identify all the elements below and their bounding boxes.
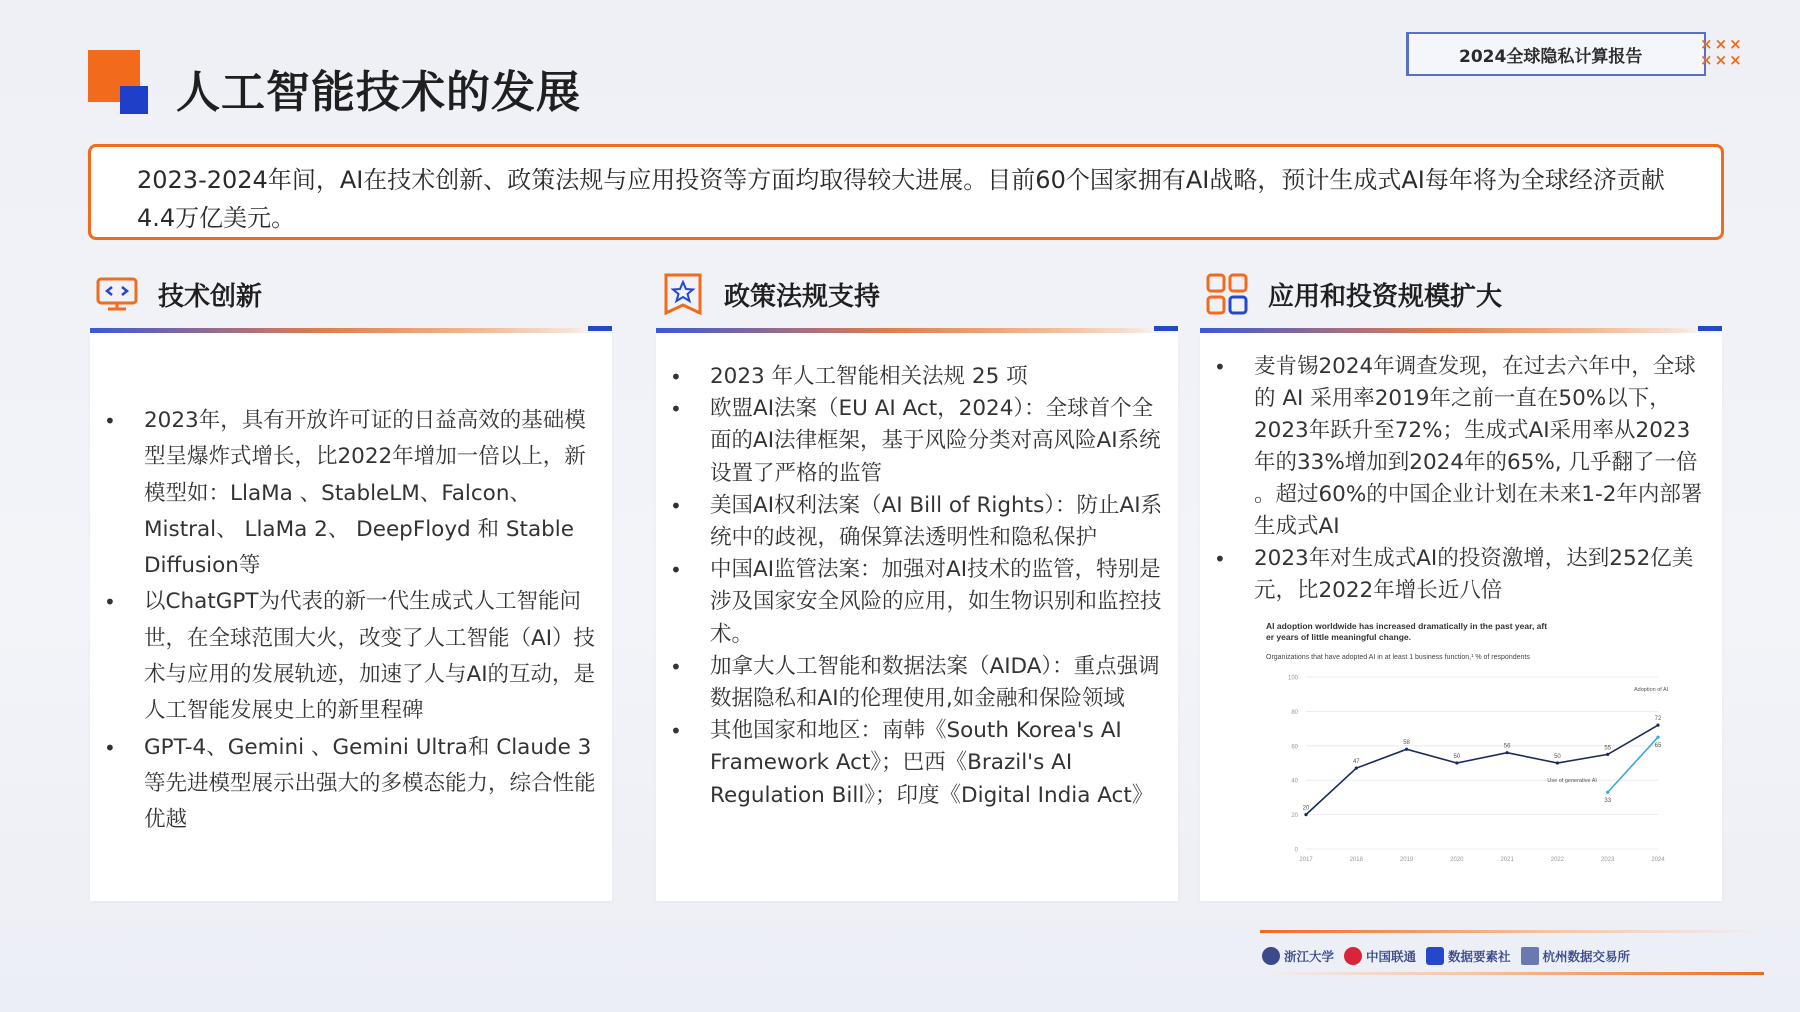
list-item: • 麦肯锡2024年调查发现，在过去六年中，全球的 AI 采用率2019年之前一直在50%以下，2023年跃升至72%；生成式AI采用率从2023年的33%增加到2024年的65%, 几乎翻了一倍 。超过60%的中国企业计划在未来1-2年内部署生成式AI [1200,351,1704,543]
data-point [1656,724,1659,727]
column-card [656,333,1178,901]
decorative-x-marks: ××× ××× [1700,35,1744,69]
footer-logos [1262,942,1764,970]
footer-logo: 中国联通 [1344,947,1416,965]
chart-title: AI adoption worldwide has increased dramatically in the past year, aft [1266,621,1548,631]
list-item: • 美国AI权利法案（AI Bill of Rights）：防止AI系统中的歧视，确保算法透明性和隐私保护 [656,490,1170,554]
x-tick-label: 2018 [1349,857,1363,863]
chart-title-cont: er years of little meaningful change. [1266,632,1412,642]
data-label: 50 [1554,754,1561,760]
bullet-list [1200,333,1722,607]
star-badge-icon [660,271,706,317]
column-card [1200,333,1722,901]
data-label: 47 [1352,759,1360,766]
footer-logo: 数据要素社 [1426,947,1511,965]
data-label: 58 [1403,740,1410,747]
y-tick-label: 40 [1291,778,1298,785]
unicom-knot-icon [1344,947,1362,965]
column-header [90,262,612,326]
footer-divider-top [1260,930,1764,933]
y-tick-label: 60 [1291,744,1298,751]
y-tick-label: 20 [1291,813,1298,820]
page-title: 人工智能技术的发展 [176,67,581,118]
data-label: 55 [1604,745,1612,752]
data-label: 20 [1302,805,1310,812]
data-label: 56 [1503,743,1511,750]
y-tick-label: 100 [1287,675,1298,682]
data-label: 72 [1654,716,1662,723]
data-point [1355,767,1358,770]
data-label: 50 [1453,754,1461,760]
data-label: 33 [1604,798,1612,805]
list-item: • 其他国家和地区：南韩《South Korea's AI Framework Act》；巴西《Brazil's AI Regulation Bill》；印度《Digital India Act》 [656,715,1170,812]
list-item: • 2023年对生成式AI的投资激增，达到252亿美元，比2022年增长近八倍 [1200,543,1704,607]
data-point [1506,751,1509,754]
y-tick-label: 0 [1294,847,1298,854]
x-tick-label: 2019 [1399,857,1414,863]
column-application-investment [1200,262,1722,901]
summary-box: 2023-2024年间，AI在技术创新、政策法规与应用投资等方面均取得较大进展。目前60个国家拥有AI战略，预计生成式AI每年将为全球经济贡献4.4万亿美元。 [88,144,1724,240]
list-item: • 2023 年人工智能相关法规 25 项 [656,361,1170,393]
data-point [1656,736,1659,739]
report-tag: 2024全球隐私计算报告 [1406,32,1706,76]
hz-exchange-icon [1521,947,1539,965]
column-title: 应用和投资规模扩大 [1268,281,1503,312]
chart-subtitle: Organizations that have adopted AI in at least 1 business function,¹ % of respondents [1266,654,1530,661]
bullet-list [656,333,1178,812]
list-item: • 以ChatGPT为代表的新一代生成式人工智能问世，在全球范围大火，改变了人工智能（AI）技术与应用的发展轨迹，加速了人与AI的互动，是人工智能发展史上的新里程碑 [90,584,600,729]
brand-square-blue [120,86,148,114]
column-header [656,262,1178,326]
zju-emblem-icon [1262,947,1280,965]
list-item: • GPT-4、Gemini 、Gemini Ultra和 Claude 3等先进模型展示出强大的多模态能力，综合性能优越 [90,730,600,839]
list-item: • 欧盟AI法案（EU AI Act，2024）：全球首个全面的AI法律框架，基于风险分类对高风险AI系统设置了严格的监管 [656,393,1170,490]
data-point [1455,761,1458,764]
column-tech-innovation [90,262,612,901]
column-divider [90,328,612,333]
bullet-list [90,333,612,839]
column-title: 政策法规支持 [724,281,881,312]
column-divider [1200,328,1722,333]
list-item: • 加拿大人工智能和数据法案（AIDA）：重点强调数据隐私和AI的伦理使用,如金融和保险领域 [656,651,1170,715]
series-label: Use of generative AI [1547,777,1597,784]
adoption-chart [1266,617,1686,877]
code-monitor-icon [94,271,140,317]
x-tick-label: 2022 [1550,857,1565,863]
data-label: 65 [1654,743,1662,750]
column-title: 技术创新 [158,281,263,312]
x-tick-label: 2020 [1450,857,1464,863]
footer-divider-bottom [1260,972,1764,975]
column-header [1200,262,1722,326]
data-point [1304,813,1307,816]
x-tick-label: 2017 [1299,857,1313,863]
footer-logo: 浙江大学 [1262,947,1334,965]
data-point [1606,791,1609,794]
x-tick-label: 2021 [1500,857,1514,863]
series-label: Adoption of AI [1634,686,1669,693]
data-point [1556,761,1559,764]
y-tick-label: 80 [1291,709,1298,716]
brand-logo-block [88,50,146,114]
column-card [90,333,612,901]
data-element-icon [1426,947,1444,965]
footer-logo: 杭州数据交易所 [1521,947,1631,965]
grid-squares-icon [1204,271,1250,317]
column-divider [656,328,1178,333]
x-tick-label: 2024 [1651,857,1665,863]
list-item: • 2023年，具有开放许可证的日益高效的基础模型呈爆炸式增长，比2022年增加一倍以上，新模型如：LlaMa 、StableLM、Falcon、Mistral、 LlaMa 2、 DeepFloyd 和 Stable Diffusion等 [90,403,600,584]
x-tick-label: 2023 [1601,857,1615,863]
data-point [1405,748,1408,751]
list-item: • 中国AI监管法案：加强对AI技术的监管，特别是涉及国家安全风险的应用，如生物识别和监控技术。 [656,554,1170,651]
column-policy-support [656,262,1178,901]
adoption-chart-svg [1266,617,1686,877]
data-point [1606,753,1609,756]
